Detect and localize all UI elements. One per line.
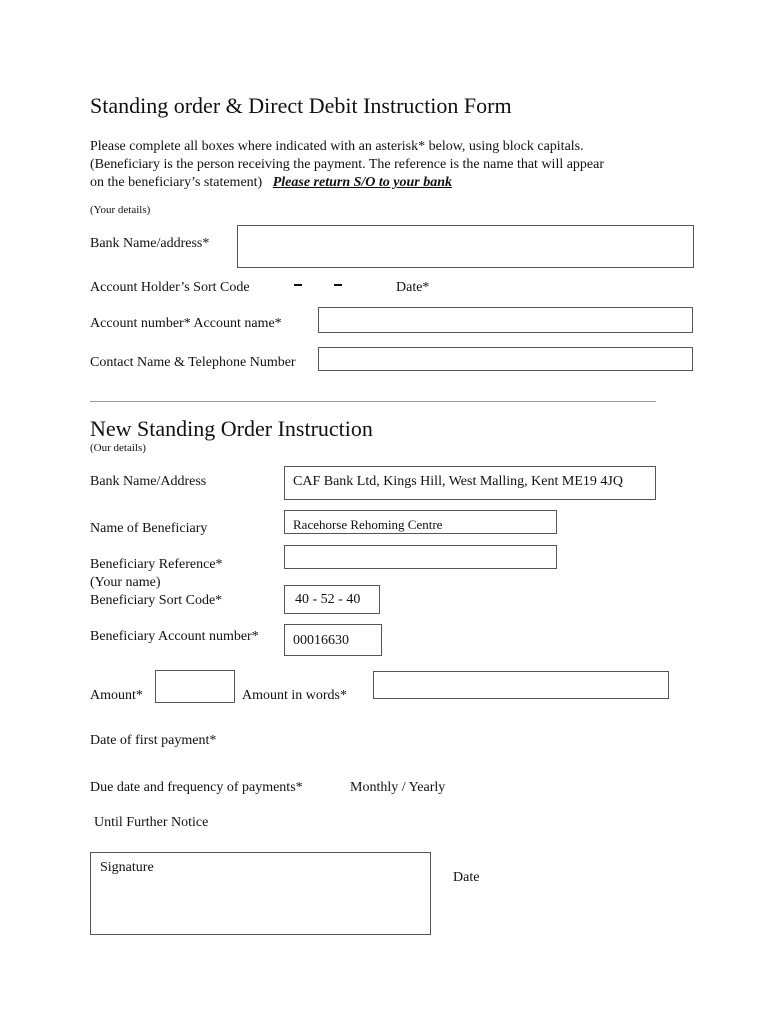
beneficiary-account-label: Beneficiary Account number*: [90, 629, 259, 644]
beneficiary-reference-sublabel: (Your name): [90, 575, 161, 590]
intro-line-2: (Beneficiary is the person receiving the payment. The reference is the name that will appear: [90, 157, 605, 172]
intro-line-3-text: on the beneficiary’s statement): [90, 175, 263, 190]
amount-in-words-label: Amount in words*: [242, 688, 347, 703]
so-bank-value: CAF Bank Ltd, Kings Hill, West Malling, Kent ME19 4JQ: [293, 474, 623, 489]
beneficiary-account-value: 00016630: [293, 633, 349, 648]
amount-label: Amount*: [90, 688, 143, 703]
beneficiary-name-value: Racehorse Rehoming Centre: [293, 517, 443, 532]
form-title: Standing order & Direct Debit Instruction Form: [90, 93, 512, 118]
beneficiary-reference-field[interactable]: [284, 545, 557, 569]
signature-box[interactable]: [90, 852, 431, 935]
section-divider: [90, 401, 656, 402]
beneficiary-reference-label: Beneficiary Reference*: [90, 557, 223, 572]
beneficiary-account-field: [284, 624, 382, 656]
beneficiary-sort-code-label: Beneficiary Sort Code*: [90, 593, 223, 608]
bank-name-address-label: Bank Name/address*: [90, 236, 210, 251]
our-details-note: (Our details): [90, 442, 146, 454]
signature-date-label: Date: [453, 870, 480, 885]
beneficiary-name-field: [284, 510, 557, 534]
return-note: Please return S/O to your bank: [272, 175, 453, 190]
your-details-note: (Your details): [90, 204, 151, 216]
so-bank-label: Bank Name/Address: [90, 474, 207, 489]
beneficiary-name-label: Name of Beneficiary: [90, 521, 208, 536]
frequency-value: Monthly / Yearly: [350, 780, 446, 795]
contact-label: Contact Name & Telephone Number: [90, 355, 296, 370]
intro-line-3: [90, 174, 670, 192]
account-number-name-field[interactable]: [318, 307, 693, 333]
first-payment-label: Date of first payment*: [90, 733, 217, 748]
signature-label: Signature: [100, 860, 154, 875]
intro-line-1: Please complete all boxes where indicated with an asterisk* below, using block capitals.: [90, 139, 584, 154]
so-bank-field: [284, 466, 656, 500]
beneficiary-sort-code-field: [284, 585, 380, 614]
sort-code-label: Account Holder’s Sort Code: [90, 280, 250, 295]
sort-code-separator: [294, 284, 302, 286]
amount-field[interactable]: [155, 670, 235, 703]
date-label: Date*: [396, 280, 430, 295]
until-further-notice: Until Further Notice: [94, 815, 209, 830]
contact-field[interactable]: [318, 347, 693, 371]
account-number-name-label: Account number* Account name*: [90, 316, 282, 331]
sort-code-separator: [334, 284, 342, 286]
frequency-label: Due date and frequency of payments*: [90, 780, 303, 795]
intro-text: [90, 138, 670, 192]
beneficiary-sort-code-value: 40 - 52 - 40: [295, 592, 361, 607]
standing-order-heading: New Standing Order Instruction: [90, 416, 373, 441]
amount-in-words-field[interactable]: [373, 671, 669, 699]
bank-name-address-field[interactable]: [237, 225, 694, 268]
